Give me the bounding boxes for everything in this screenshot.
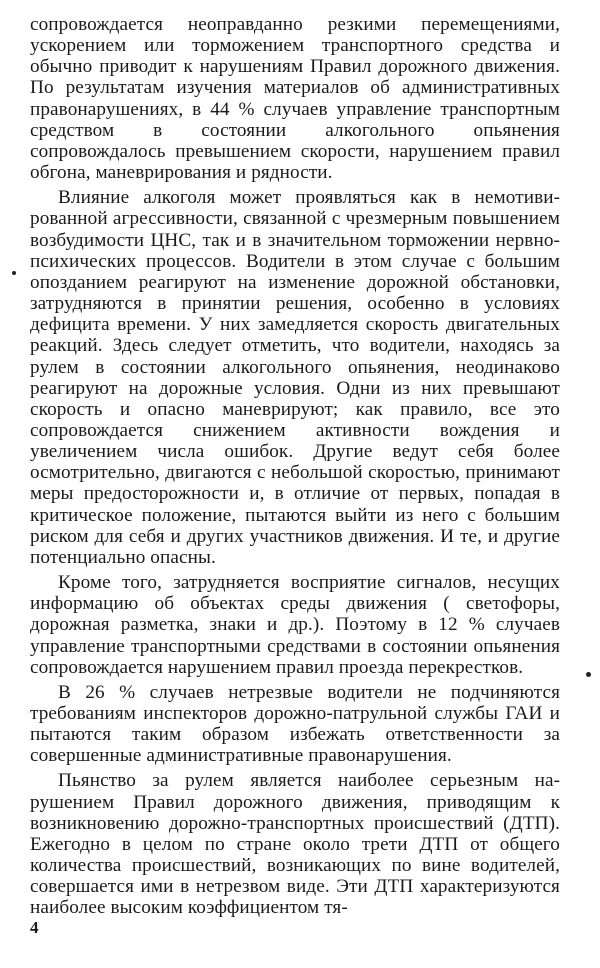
paragraph-4: В 26 % случаев нетрезвые водители не подчиняются требованиям инспекторов дорожно-патрульной службы ГАИ и пытаются таким образом избежать ответственности за совершенные административные правонарушения. [30,681,560,767]
page-number: 4 [30,918,39,937]
paragraph-3: Кроме того, затрудняется восприятие сигналов, несущих информацию об объектах среды движения ( светофоры, дорожная разметка, знаки и др.). Поэтому в 12 % случаев управление транспортными средствами в состоянии опьянения сопровождается нарушением правил проезда перекрестков. [30,572,560,678]
paragraph-2: Влияние алкоголя может проявляться как в немотивированной агрессивности, связанной с чрезмерным повышением возбудимости ЦНС, так и в значительном торможении нервно-психических процессов. Водители в этом случае с большим опозданием реагируют на изменение дорожной обстановки, затрудняются в принятии решения, особенно в условиях дефицита времени. У них замедляется скорость двигательных реакций. Здесь следует отметить, что водители, находясь за рулем в состоянии алкогольного опьянения, неодинаково реагируют на дорожные условия. Одни из них превышают скорость и опасно маневрируют; как правило, все это сопровождается снижением активности вождения и увеличением числа ошибок. Другие ведут себя более осмотрительно, двигаются с небольшой скоростью, принимают меры предосторожности и, в отличие от первых, попадая в критическое положение, пытаются выйти из него с большим риском для себя и других участников движения. И те, и другие потенциально опасны. [30,187,560,568]
scan-speck-right [586,672,591,677]
scan-speck-left [12,271,16,275]
page-text-block [30,14,560,919]
paragraph-1: сопровождается неоправданно резкими перемещениями, ускорением или торможением транспортного средства и обычно приводит к нарушениям Правил дорожного движения. По результатам изучения материалов об административных правонарушениях, в 44 % случаев управление транспортным средством в состоянии алкогольного опьянения сопровождалось превышением скорости, нарушением правил обгона, маневрирования и рядности. [30,14,560,184]
paragraph-5: Пьянство за рулем является наиболее серьезным нарушением Правил дорожного движения, приводящим к возникновению дорожно-транспортных происшествий (ДТП). Ежегодно в целом по стране около трети ДТП от общего количества происшествий, возникающих по вине водителей, совершается ими в нетрезвом виде. Эти ДТП характеризуются наиболее высоким коэффициентом тя- [30,770,560,919]
